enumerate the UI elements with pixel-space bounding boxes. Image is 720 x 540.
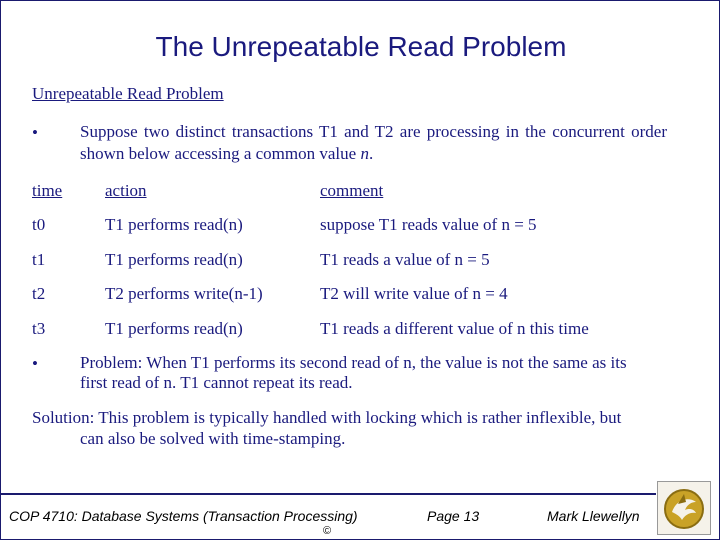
scenario-period: . <box>368 144 374 163</box>
header-comment: comment <box>320 181 384 200</box>
row-action: T1 performs read(n) <box>105 319 243 338</box>
row-comment: T2 will write value of n = 4 <box>320 284 508 303</box>
footer-author: Mark Llewellyn <box>547 508 640 524</box>
row-time: t1 <box>32 250 46 269</box>
header-action: action <box>105 181 147 200</box>
row-action: T1 performs read(n) <box>105 250 243 269</box>
header-time: time <box>32 181 63 200</box>
bullet-marker: • <box>32 354 38 373</box>
row-time: t2 <box>32 284 46 303</box>
problem-line1: Problem: When T1 performs its second read of n, the value is not the same as its <box>80 353 627 372</box>
problem-line2: first read of n. T1 cannot repeat its read. <box>80 373 353 392</box>
footer-copyright: © <box>323 525 332 537</box>
row-action: T1 performs read(n) <box>105 215 243 234</box>
row-time: t3 <box>32 319 46 338</box>
row-action: T2 performs write(n-1) <box>105 284 263 303</box>
pegasus-logo-icon <box>657 481 711 535</box>
row-time: t0 <box>32 215 46 234</box>
solution-line2: can also be solved with time-stamping. <box>80 429 346 448</box>
bullet-text-scenario <box>80 121 667 165</box>
bullet-marker: • <box>32 123 38 142</box>
section-heading: Unrepeatable Read Problem <box>32 84 224 103</box>
logo-graphic <box>658 482 710 534</box>
row-comment: suppose T1 reads value of n = 5 <box>320 215 537 234</box>
variable-n: n <box>360 144 369 163</box>
scenario-text: Suppose two distinct transactions T1 and T2 are processing in the concurrent order shown below accessing a common value <box>80 122 667 163</box>
row-comment: T1 reads a different value of n this time <box>320 319 589 338</box>
footer-course: COP 4710: Database Systems (Transaction Processing) <box>9 508 358 524</box>
solution-line1: Solution: This problem is typically handled with locking which is rather inflexible, but <box>32 408 622 427</box>
solution-paragraph <box>32 407 672 449</box>
row-comment: T1 reads a value of n = 5 <box>320 250 490 269</box>
footer-page: Page 13 <box>427 508 480 524</box>
footer-rule <box>1 493 656 495</box>
slide-title: The Unrepeatable Read Problem <box>155 31 567 62</box>
